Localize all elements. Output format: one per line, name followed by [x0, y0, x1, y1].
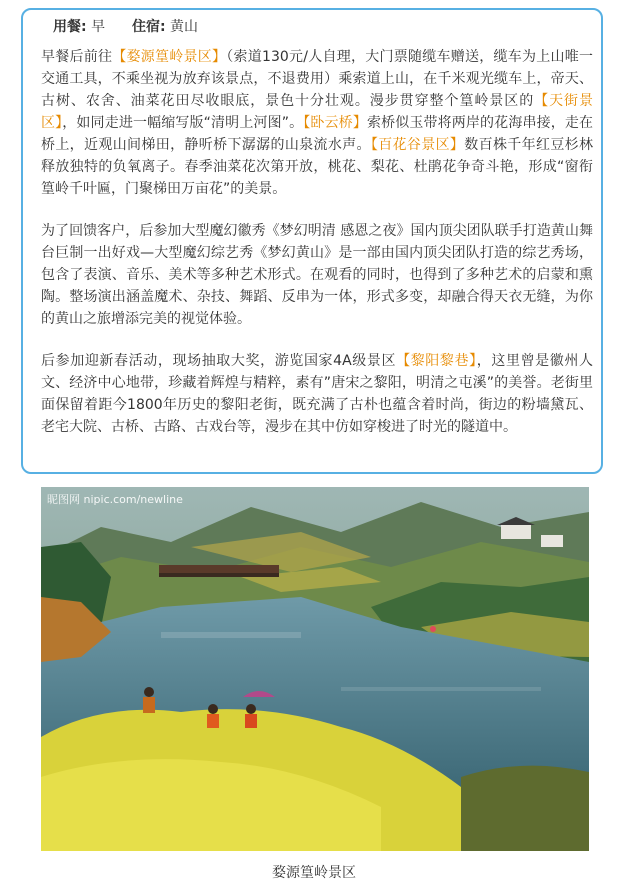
stay-label: 住宿: [131, 19, 166, 35]
photo-watermark: 昵图网 nipic.com/newline [47, 493, 183, 506]
scenery-photo [41, 487, 589, 851]
paragraph-text: （索道130元/人自理，大门票随缆车赠送，缆车为上山唯一交通工具，不乘坐视为放弃该景点，不退费用）乘索道上山，在千米观光缆车上，帝天、古树、农舍、油菜花田尽收眼底，景色十分壮观。漫步贯穿整个篁岭景区的 [41, 49, 594, 109]
paragraph-text: 索桥似玉带将两岸的花海串接，走在桥上，近观山间梯田，静听桥下潺潺的山泉流水声。 [41, 115, 594, 153]
paragraph-text: 数百株千年红豆杉林释放独特的负氧离子。春季油菜花次第开放，桃花、梨花、杜鹃花争奇斗艳，形成“窗衔篁岭千叶匾，门聚梯田万亩花”的美景。 [41, 137, 594, 197]
paragraph-old-street [41, 350, 593, 438]
paragraph-text: 后参加迎新春活动，现场抽取大奖，游览国家4A级景区 [41, 353, 397, 369]
photo-caption: 婺源篁岭景区 [272, 865, 356, 881]
paragraph-morning [41, 46, 593, 200]
scenic-spot-highlight: 【婺源篁岭景区】 [112, 49, 227, 65]
meal-stay-row [53, 17, 198, 37]
scenic-spot-highlight: 【百花谷景区】 [370, 137, 465, 153]
scenic-spot-highlight: 【天街景区】 [41, 93, 594, 131]
paragraph-text: 为了回馈客户，后参加大型魔幻徽秀《梦幻明清 感恩之夜》国内顶尖团队联手打造黄山舞台巨制一出好戏—大型魔幻综艺秀《梦幻黄山》是一部由国内顶尖团队打造的综艺秀场，包含了表演、音乐、美术等多种艺术形式。在观看的同时，也得到了多种艺术的启蒙和熏陶。整场演出涵盖魔术、杂技、舞蹈、反串为一体，形式多变，却融合得天衣无缝，为你的黄山之旅增添完美的视觉体验。 [41, 223, 593, 327]
paragraph-text: 早餐后前往 [41, 49, 113, 65]
itinerary-card [21, 8, 603, 474]
scenery-illustration [41, 487, 589, 851]
paragraph-show [41, 220, 593, 330]
stay-value: 黄山 [170, 19, 199, 35]
meal-label: 用餐: [53, 19, 87, 35]
meal-value: 早 [91, 19, 106, 35]
paragraph-text: ，这里曾是徽州人文、经济中心地带，珍藏着辉煌与精粹，素有”唐宋之黎阳，明清之屯溪”的美誉。老街里面保留着距今1800年历史的黎阳老街，既充满了古朴也蕴含着时尚，街边的粉墙黛瓦、老宅大院、古桥、古路、古戏台等，漫步在其中仿如穿梭进了时光的隧道中。 [41, 353, 594, 435]
scenic-spot-highlight: 【卧云桥】 [303, 115, 367, 131]
paragraph-text: ，如同走进一幅缩写版“清明上河图”。 [62, 115, 304, 131]
scenic-spot-highlight: 【黎阳黎巷】 [396, 353, 477, 369]
